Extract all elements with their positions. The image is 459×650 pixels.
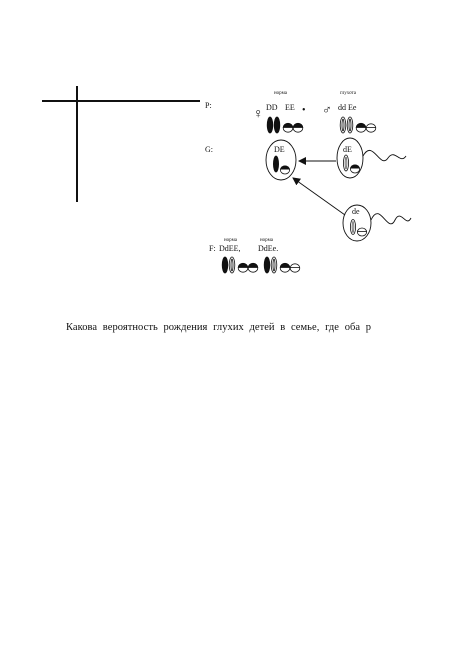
- father-chromosomes-icon: [340, 117, 376, 133]
- question-text: Какова вероятность рождения глухих детей в семье, где оба р: [66, 322, 372, 333]
- offspring-1-genotype: DdEE,: [219, 244, 241, 253]
- offspring-2-phenotype: норма: [260, 238, 273, 243]
- mother-genotype-ee: EE: [285, 103, 295, 112]
- sperm-de-upper-icon: [337, 138, 406, 178]
- female-symbol: ♀: [253, 107, 264, 122]
- father-phenotype-label: глухота: [340, 91, 357, 96]
- offspring-1-chromosomes-icon: [222, 257, 258, 273]
- male-symbol: ♂: [322, 102, 332, 117]
- mother-chromosomes-icon: [267, 117, 303, 133]
- cross-dot: •: [302, 105, 306, 116]
- mother-genotype-dd: DD: [266, 103, 278, 112]
- gamete-de-label: DE: [274, 145, 285, 154]
- offspring-1-phenotype: норма: [224, 238, 237, 243]
- offspring-2-chromosomes-icon: [264, 257, 300, 273]
- parents-label: P:: [205, 101, 212, 110]
- father-genotype: dd Ee: [338, 103, 357, 112]
- gamete-sperm-2-label: de: [352, 207, 360, 216]
- mother-phenotype-label: норма: [274, 91, 287, 96]
- gametes-label: G:: [205, 145, 213, 154]
- gamete-sperm-1-label: dE: [343, 145, 352, 154]
- offspring-label: F:: [209, 244, 216, 253]
- offspring-2-genotype: DdEe.: [258, 244, 279, 253]
- fertilization-arrow-2: [293, 178, 345, 215]
